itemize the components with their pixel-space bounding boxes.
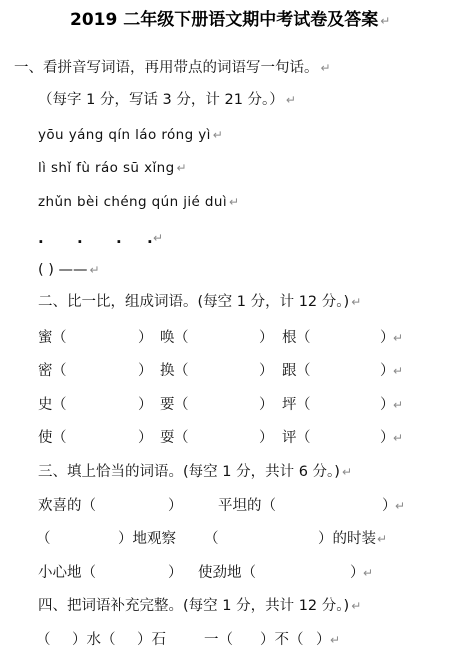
paragraph-mark: ↵ bbox=[395, 499, 406, 513]
pinyin-line bbox=[38, 124, 223, 146]
compare-row bbox=[0, 394, 460, 416]
blank-close-paren: ） bbox=[259, 363, 274, 379]
fill-segment: （ bbox=[36, 531, 51, 547]
pinyin-text: lì shǐ fù ráo sū xǐng bbox=[38, 160, 175, 176]
compare-char: 密 bbox=[38, 363, 53, 379]
emphasis-dot: . bbox=[77, 229, 83, 247]
idiom-segment: ）水（ bbox=[72, 632, 116, 648]
fill-segment: 小心地（ bbox=[38, 565, 96, 581]
fill-segment: ） bbox=[382, 498, 397, 514]
paragraph-mark: ↵ bbox=[393, 331, 404, 345]
q2-heading bbox=[38, 291, 361, 313]
blank-open-paren: （ bbox=[52, 330, 67, 346]
emphasis-dots-line bbox=[0, 227, 460, 249]
paragraph-mark: ↵ bbox=[330, 633, 341, 647]
compare-row bbox=[0, 327, 460, 349]
fill-segment: 使劲地（ bbox=[198, 565, 256, 581]
fill-segment: 欢喜的（ bbox=[38, 498, 96, 514]
paragraph-mark: ↵ bbox=[285, 93, 296, 107]
fill-segment: ）地观察 bbox=[118, 531, 176, 547]
blank-open-paren: （ bbox=[174, 330, 189, 346]
blank-close-paren: ） bbox=[259, 397, 274, 413]
compare-char: 换 bbox=[160, 363, 175, 379]
compare-char: 耍 bbox=[160, 430, 175, 446]
compare-char: 使 bbox=[38, 430, 53, 446]
q1-heading-text: 一、看拼音写词语，再用带点的词语写一句话。 bbox=[14, 60, 319, 76]
emphasis-dot: . bbox=[147, 229, 153, 247]
paragraph-mark: ↵ bbox=[393, 364, 404, 378]
title-text: 2019 二年级下册语文期中考试卷及答案 bbox=[70, 10, 379, 30]
pinyin-text: yōu yáng qín láo róng yì bbox=[38, 127, 211, 143]
blank-close-paren: ） bbox=[138, 363, 153, 379]
compare-char: 坪 bbox=[282, 397, 297, 413]
idiom-segment: （ bbox=[36, 632, 51, 648]
q4-heading-text: 四、把词语补充完整。(每空 1 分，共计 12 分。) bbox=[38, 598, 350, 614]
idiom-segment: 一（ bbox=[204, 632, 233, 648]
fill-row bbox=[0, 528, 460, 550]
blank-close-paren: ） bbox=[380, 430, 395, 446]
q3-heading-text: 三、填上恰当的词语。(每空 1 分，共计 6 分。) bbox=[38, 464, 340, 480]
blank-open-paren: （ bbox=[296, 397, 311, 413]
paragraph-mark: ↵ bbox=[153, 231, 164, 245]
pinyin-line bbox=[38, 157, 187, 179]
paragraph-mark: ↵ bbox=[212, 128, 224, 142]
blank-close-paren: ） bbox=[259, 430, 274, 446]
compare-char: 跟 bbox=[282, 363, 297, 379]
compare-char: 评 bbox=[282, 430, 297, 446]
blank-open-paren: （ bbox=[174, 430, 189, 446]
fill-segment: 平坦的（ bbox=[218, 498, 276, 514]
q2-heading-text: 二、比一比，组成词语。(每空 1 分，计 12 分。) bbox=[38, 294, 350, 310]
idiom-row bbox=[0, 629, 460, 651]
q1-score-note bbox=[38, 89, 296, 111]
blank-open-paren: （ bbox=[174, 363, 189, 379]
fill-row bbox=[0, 495, 460, 517]
compare-char: 要 bbox=[160, 397, 175, 413]
blank-close-paren: ） bbox=[380, 397, 395, 413]
sentence-prompt-line bbox=[38, 259, 100, 281]
compare-row bbox=[0, 427, 460, 449]
fill-segment: （ bbox=[204, 531, 219, 547]
paragraph-mark: ↵ bbox=[320, 61, 331, 75]
blank-open-paren: （ bbox=[296, 430, 311, 446]
paragraph-mark: ↵ bbox=[363, 566, 374, 580]
paragraph-mark: ↵ bbox=[89, 263, 100, 277]
blank-open-paren: （ bbox=[174, 397, 189, 413]
compare-char: 史 bbox=[38, 397, 53, 413]
blank-close-paren: ） bbox=[138, 397, 153, 413]
compare-row bbox=[0, 360, 460, 382]
sentence-prompt: ( ) —— bbox=[38, 262, 88, 278]
paragraph-mark: ↵ bbox=[393, 431, 404, 445]
pinyin-text: zhǔn bèi chéng qún jié duì bbox=[38, 194, 228, 210]
fill-row bbox=[0, 562, 460, 584]
blank-open-paren: （ bbox=[52, 363, 67, 379]
paragraph-mark: ↵ bbox=[229, 195, 240, 209]
paragraph-mark: ↵ bbox=[377, 532, 388, 546]
paragraph-mark: ↵ bbox=[176, 161, 188, 175]
blank-open-paren: （ bbox=[296, 363, 311, 379]
q1-score-note-text: （每字 1 分，写话 3 分，计 21 分。） bbox=[38, 92, 284, 108]
fill-segment: ） bbox=[350, 565, 365, 581]
blank-close-paren: ） bbox=[138, 330, 153, 346]
fill-segment: ） bbox=[168, 565, 183, 581]
compare-char: 唤 bbox=[160, 330, 175, 346]
blank-close-paren: ） bbox=[138, 430, 153, 446]
q3-heading bbox=[38, 461, 352, 483]
compare-char: 根 bbox=[282, 330, 297, 346]
q1-heading bbox=[14, 57, 331, 79]
paragraph-mark: ↵ bbox=[351, 599, 362, 613]
blank-open-paren: （ bbox=[52, 397, 67, 413]
blank-close-paren: ） bbox=[259, 330, 274, 346]
emphasis-dot: . bbox=[38, 229, 44, 247]
paragraph-mark: ↵ bbox=[393, 398, 404, 412]
fill-segment: ） bbox=[168, 498, 183, 514]
document-title bbox=[70, 8, 390, 32]
idiom-segment: ）石 bbox=[137, 632, 166, 648]
pinyin-line bbox=[38, 191, 239, 213]
blank-open-paren: （ bbox=[52, 430, 67, 446]
fill-segment: ）的时装 bbox=[318, 531, 376, 547]
blank-close-paren: ） bbox=[380, 363, 395, 379]
emphasis-dot: . bbox=[116, 229, 122, 247]
idiom-segment: ）不（ bbox=[260, 632, 304, 648]
paragraph-mark: ↵ bbox=[341, 465, 353, 479]
idiom-segment: ） bbox=[316, 632, 331, 648]
blank-open-paren: （ bbox=[296, 330, 311, 346]
blank-close-paren: ） bbox=[380, 330, 395, 346]
paragraph-mark: ↵ bbox=[380, 14, 391, 28]
paragraph-mark: ↵ bbox=[351, 295, 362, 309]
q4-heading bbox=[38, 595, 361, 617]
compare-char: 蜜 bbox=[38, 330, 53, 346]
